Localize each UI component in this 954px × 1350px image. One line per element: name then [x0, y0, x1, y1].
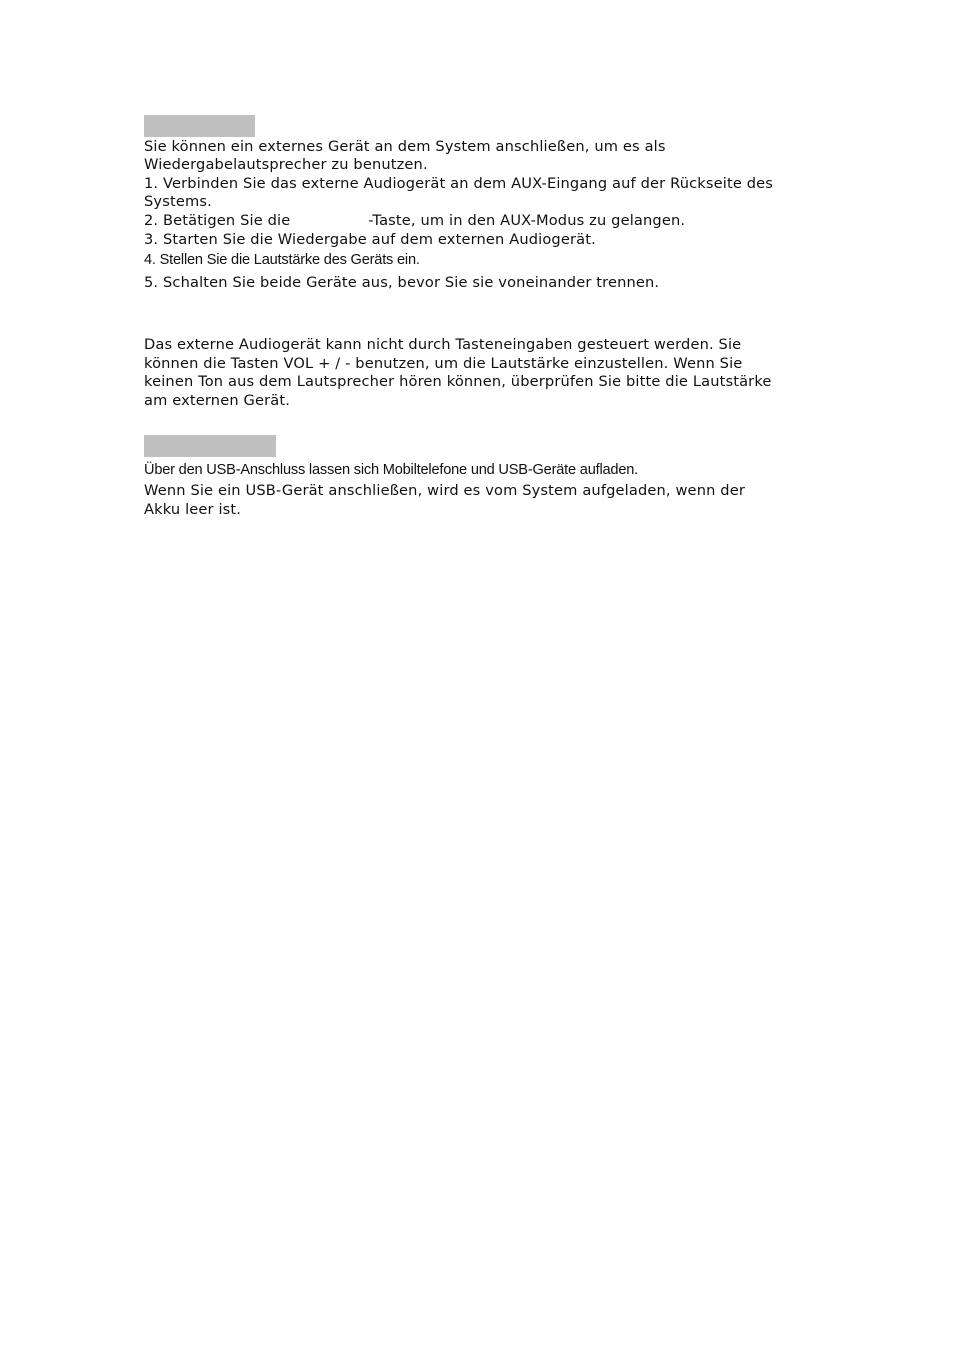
- aux-step-2-part-1: 2. Betätigen Sie die: [144, 212, 291, 229]
- aux-step-4: 4. Stellen Sie die Lautstärke des Geräts ein.: [144, 252, 420, 268]
- aux-step-2: [144, 212, 685, 230]
- aux-intro-line-1: Sie können ein externes Gerät an dem System anschließen, um es als: [144, 138, 666, 155]
- aux-note-line-1: Das externe Audiogerät kann nicht durch Tasteneingaben gesteuert werden. Sie: [144, 336, 742, 353]
- aux-section-heading-bar: [144, 115, 255, 137]
- aux-intro-line-2: Wiedergabelautsprecher zu benutzen.: [144, 156, 428, 173]
- usb-line-3: Akku leer ist.: [144, 501, 242, 518]
- aux-step-1: 1. Verbinden Sie das externe Audiogerät an dem AUX-Eingang auf der Rückseite des: [144, 175, 774, 192]
- aux-step-3: 3. Starten Sie die Wiedergabe auf dem externen Audiogerät.: [144, 231, 596, 248]
- usb-line-1: Über den USB-Anschluss lassen sich Mobiltelefone und USB-Geräte aufladen.: [144, 462, 639, 478]
- aux-note-line-2: können die Tasten VOL + / - benutzen, um die Lautstärke einzustellen. Wenn Sie: [144, 355, 743, 372]
- aux-note-line-3: keinen Ton aus dem Lautsprecher hören können, überprüfen Sie bitte die Lautstärke: [144, 373, 772, 390]
- usb-line-2: Wenn Sie ein USB-Gerät anschließen, wird es vom System aufgeladen, wenn der: [144, 482, 745, 499]
- usb-section-heading-bar: [144, 435, 276, 457]
- aux-step-1-continued: Systems.: [144, 193, 212, 210]
- aux-note-line-4: am externen Gerät.: [144, 392, 291, 409]
- aux-step-5: 5. Schalten Sie beide Geräte aus, bevor Sie sie voneinander trennen.: [144, 274, 660, 291]
- aux-step-2-part-2: -Taste, um in den AUX-Modus zu gelangen.: [368, 212, 686, 229]
